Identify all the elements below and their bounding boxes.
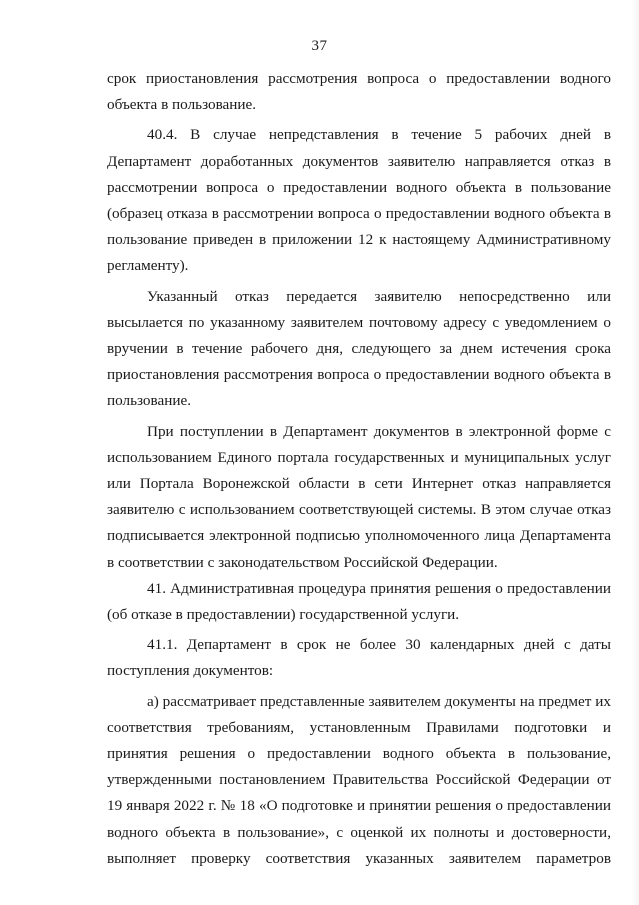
- paragraph-refusal-delivery: Указанный отказ передается заявителю непосредственно или высылается по указанному заявителем почтовому адресу с уведомлением о вручении в течение рабочего дня, следующего за днем истечения срока приостановления рассмотрения вопроса о предоставлении водного объекта в пользование.: [107, 287, 611, 410]
- paragraph-40-4: 40.4. В случае непредставления в течение 5 рабочих дней в Департамент доработанных документов заявителю направляется отказ в рассмотрении вопроса о предоставлении водного объекта в пользование (образец отказа в рассмотрении вопроса о предоставлении водного объекта в пользование приведен в приложении 12 к настоящему Административному регламенту).: [107, 126, 611, 275]
- paragraph-41-1: 41.1. Департамент в срок не более 30 календарных дней с даты поступления документов:: [107, 636, 611, 680]
- document-body: [107, 66, 611, 872]
- page-number: 37: [311, 38, 328, 54]
- paragraph-continuation: срок приостановления рассмотрения вопроса о предоставлении водного объекта в пользование.: [107, 70, 611, 114]
- paragraph-electronic-submission: При поступлении в Департамент документов в электронной форме с использованием Единого портала государственных и муниципальных услуг или Портала Воронежской области в сети Интернет отказ направляется заявителю с использованием соответствующей системы. В этом случае отказ подписывается электронной подписью уполномоченного лица Департамента в соответствии с законодательством Российской Федерации.: [107, 422, 611, 571]
- scan-edge-shadow: [631, 0, 639, 905]
- paragraph-41: 41. Административная процедура принятия решения о предоставлении (об отказе в предоставлении) государственной услуги.: [107, 579, 611, 624]
- paragraph-41-1-a: а) рассматривает представленные заявителем документы на предмет их соответствия требованиям, установленным Правилами подготовки и принятия решения о предоставлении водного объекта в пользование, утвержденными постановлением Правительства Российской Федерации от 19 января 2022 г. № 18 «О подготовке и принятии решения о предоставлении водного объекта в пользование», с оценкой их полноты и достоверности, выполняет проверку соответствия указанных заявителем параметров: [107, 692, 611, 867]
